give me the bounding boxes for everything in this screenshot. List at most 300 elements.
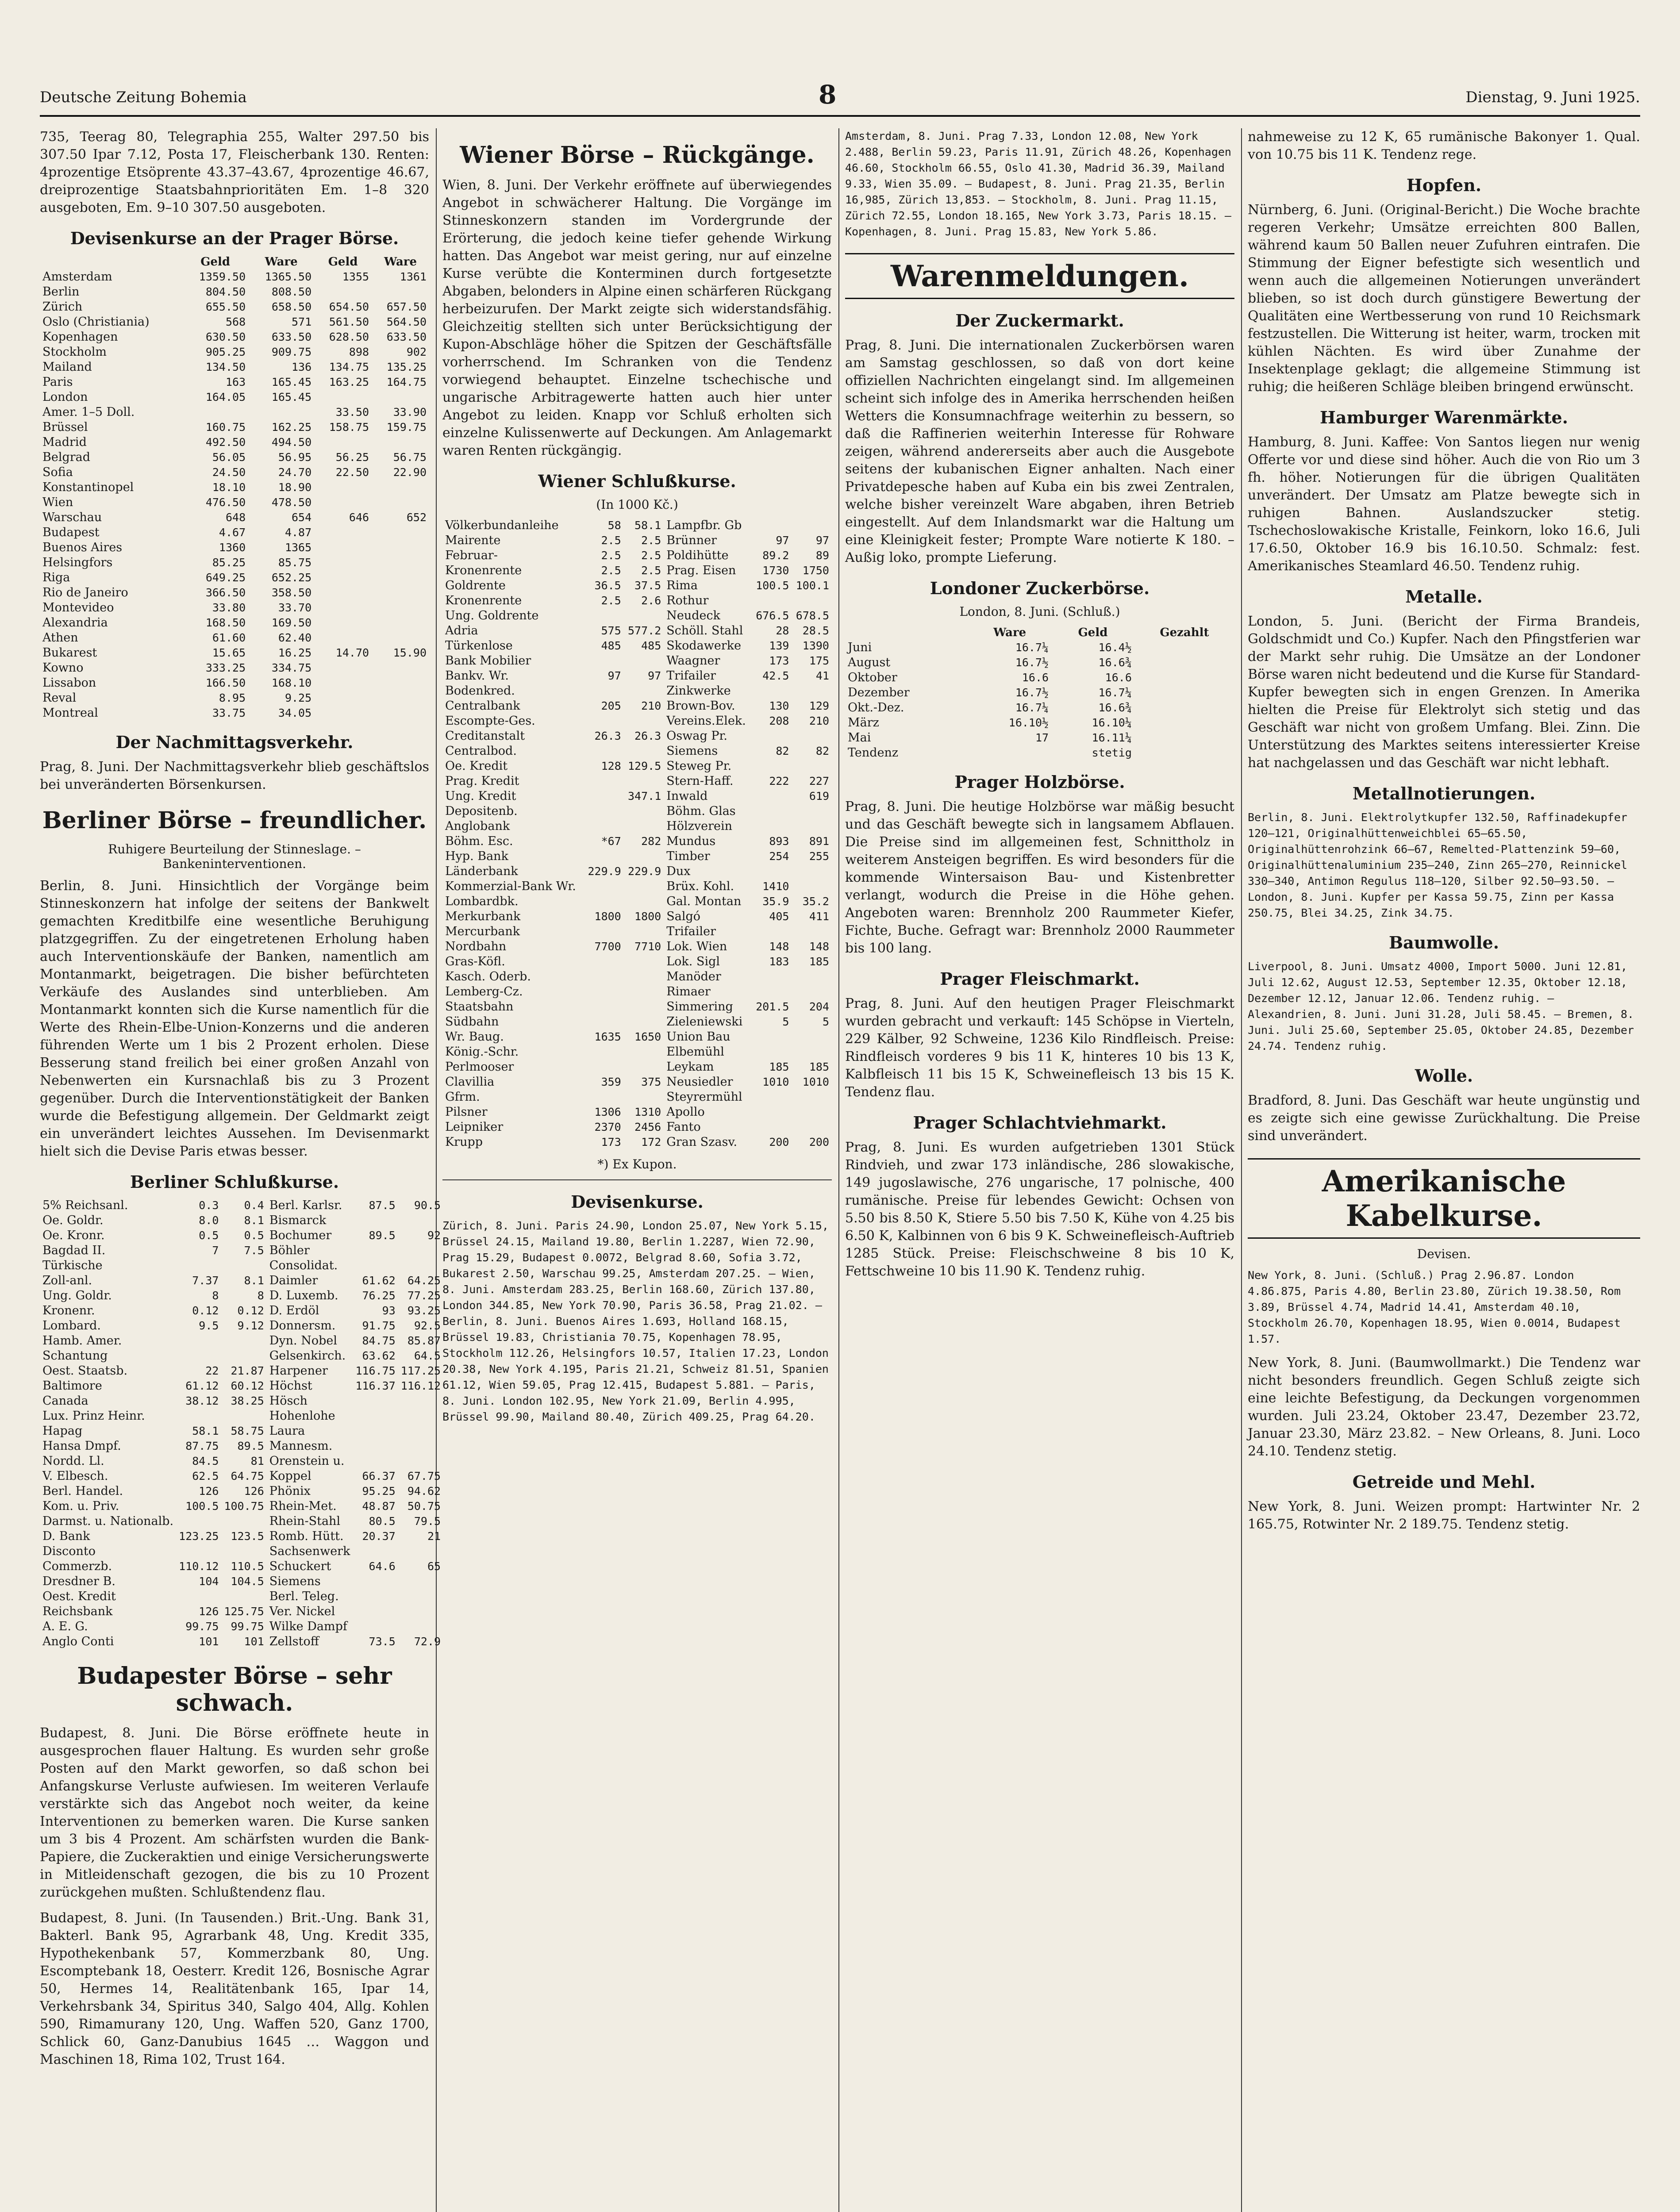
table-cell xyxy=(624,1014,664,1029)
table-cell: Elbemühl xyxy=(666,1045,724,1059)
table-cell: Hansa Dmpf. xyxy=(42,1439,121,1453)
table-cell: Lux. Prinz Heinr. xyxy=(42,1409,145,1423)
table-cell: Gran Szasv. xyxy=(666,1135,738,1149)
table-cell: 101 xyxy=(244,1635,264,1648)
table-cell xyxy=(353,1589,398,1604)
table-row xyxy=(845,655,1234,670)
table-cell: 139 xyxy=(769,639,789,652)
table-row xyxy=(40,1273,443,1288)
table-cell: Harpener xyxy=(269,1364,328,1378)
table-cell xyxy=(792,1090,832,1105)
table-cell: 20.37 xyxy=(362,1530,396,1543)
table-cell: 21.87 xyxy=(231,1364,264,1377)
table-row xyxy=(442,684,832,699)
table-row xyxy=(40,691,429,706)
table-cell xyxy=(314,284,372,300)
table-cell xyxy=(398,1589,443,1604)
table-row xyxy=(40,480,429,495)
table-cell: Hösch xyxy=(269,1394,308,1408)
table-cell xyxy=(624,984,664,999)
table-cell: Rio de Janeiro xyxy=(42,586,128,599)
fleischmarkt-text: Prag, 8. Juni. Auf den heutigen Prager Fleischmarkt wurden gebracht und verkauft: 145 Schöpse in Vierteln, 229 Kälber, 92 Schweine, 1236 Kilo Rindfleisch. Preise: Rindfleisch vorderes 9 bis 11 K, hinteres 10 bis 13 K, Kalbfleisch 11 bis 15 K, Schweinefleisch 13 bis 15 K. Tendenz flau. xyxy=(845,996,1234,1100)
table-cell: 7 xyxy=(212,1244,219,1257)
wien-schlusskurse-sub: (In 1000 Kč.) xyxy=(596,497,678,512)
table-row xyxy=(40,375,429,390)
table-cell xyxy=(624,608,664,623)
table-cell: 16.7¼ xyxy=(1015,641,1049,654)
table-cell xyxy=(372,480,429,495)
table-cell: 42.5 xyxy=(762,669,789,682)
devisenkurse-title: Devisenkurse. xyxy=(571,1192,704,1212)
table-cell xyxy=(372,630,429,645)
devisenkurse-text: Zürich, 8. Juni. Paris 24.90, London 25.07, New York 5.15, Brüssel 24.15, Mailand 19.80, Berlin 1.2287, Wien 72.90, Prag 15.29, Budapest 0.0072, Belgrad 8.60, Sofia 3.72, Bukarest 2.50, Warschau 99.25, Amsterdam 207.25. – Wien, 8. Juni. Amsterdam 283.25, Berlin 168.60, Zürich 137.80, London 344.85, New York 70.90, Paris 36.58, Prag 21.02. – Berlin, 8. Juni. Buenos Aires 1.693, Holland 168.15, Brüssel 19.83, Christiania 70.75, Kopenhagen 78.95, Stockholm 112.26, Helsingfors 10.57, Italien 17.23, London 20.38, New York 4.195, Paris 21.21, Schweiz 81.51, Spanien 61.12, Wien 59.05, Prag 12.415, Budapest 5.881. – Paris, 8. Juni. London 102.95, New York 21.09, Berlin 4.995, Brüssel 99.90, Mailand 80.40, Zürich 409.25, Prag 64.20. xyxy=(442,1219,829,1423)
table-cell: Clavillia xyxy=(445,1075,495,1089)
table-cell: Romb. Hütt. xyxy=(269,1529,344,1543)
table-cell: 1355 xyxy=(342,270,369,283)
table-cell: 15.90 xyxy=(393,646,427,659)
amerika-kabelkurse-title: Amerikanische Kabelkurse. xyxy=(1248,1158,1640,1239)
table-cell: 125.75 xyxy=(224,1605,264,1618)
table-cell: 15.65 xyxy=(212,646,246,659)
table-cell xyxy=(624,714,664,729)
table-cell: 18.90 xyxy=(278,481,312,494)
table-cell: 165.45 xyxy=(271,391,312,403)
table-cell xyxy=(584,1090,624,1105)
table-cell xyxy=(353,1243,398,1258)
table-row xyxy=(442,774,832,789)
table-cell: 85.25 xyxy=(212,556,246,569)
table-cell xyxy=(176,1409,221,1424)
table-row xyxy=(40,1213,443,1228)
divider xyxy=(442,1179,832,1180)
table-cell: 56.75 xyxy=(393,451,427,464)
table-row xyxy=(40,1394,443,1409)
table-cell xyxy=(398,1213,443,1228)
table-cell xyxy=(314,676,372,691)
wien-text: Wien, 8. Juni. Der Verkehr eröffnete auf überwiegendes Angebot in schwächerer Haltung. Die Vorgänge im Stinneskonzern standen im Vordergrunde der Erörterung, die jedoch keine tiefer gehende Wirkung hatten. Das Angebot war meist gering, nur auf einzelne Kurse verübte die Konterminen durch fortgesetzte Abgaben, belonders in Alpine einen schärferen Rückgang herbeizurufen. Der Markt zeigte sich widerstandsfähig. Gleichzeitig stellten sich unter Berücksichtigung der Kupon-Abschläge höher die Spitzen der Geschäftsfälle vorherrschend. Im Schranken von die Tendenz vorwiegend behauptet. Einzelne tschechische und ungarische Arbitragewerte hatten auch hier unter Angebot zu leiden. Knapp vor Schluß erholten sich einzelne Kulissenwerte auf Deckungen. Am Anlagemarkt waren Renten rückgängig. xyxy=(442,177,832,458)
table-cell: 8.1 xyxy=(244,1274,264,1287)
warenmeldungen-title: Warenmeldungen. xyxy=(845,253,1234,299)
table-cell: 73.5 xyxy=(369,1635,396,1648)
table-cell: 485 xyxy=(601,639,621,652)
table-cell: 58.1 xyxy=(634,519,661,532)
table-row xyxy=(40,420,429,435)
table-cell: 654.50 xyxy=(329,300,369,313)
table-cell xyxy=(372,525,429,540)
table-cell: 2.5 xyxy=(641,534,661,547)
table-cell: 104 xyxy=(199,1575,219,1588)
table-cell: 16.25 xyxy=(278,646,312,659)
table-row xyxy=(40,1574,443,1589)
table-cell: Wilke Dampf xyxy=(269,1620,347,1633)
table-cell xyxy=(221,1514,266,1529)
table-cell: 64.25 xyxy=(407,1274,441,1287)
table-cell: Gal. Montan xyxy=(666,895,742,908)
table-cell: Ver. Nickel xyxy=(269,1605,335,1618)
table-cell: stetig xyxy=(1092,746,1132,759)
table-cell xyxy=(314,570,372,585)
table-cell xyxy=(176,1589,221,1604)
table-cell: Zürich xyxy=(42,300,83,314)
table-cell: 8.95 xyxy=(219,691,246,704)
table-row xyxy=(442,909,832,924)
table-cell: 2.5 xyxy=(601,564,621,577)
budapest-text: Budapest, 8. Juni. Die Börse eröffnete heute in ausgesprochen flauer Haltung. Es wurden sehr große Posten auf den Markt geworfen, so daß schon bei Anfangskurse Verluste aufwiesen. Im weiteren Verlaufe verstärkte sich das Angebot noch weiter, da keine Interventionen zu bemerken waren. Die Kurse sanken um 3 bis 4 Prozent. Am schärfsten wurden die Bank-Papiere, die Zuckeraktien und einige Versicherungswerte in Mitleidenschaft gezogen, die bis zu 10 Prozent zurückgehen mußten. Schlußtendenz flau. xyxy=(40,1725,429,1900)
table-cell: Laura xyxy=(269,1424,305,1438)
table-cell: 366.50 xyxy=(205,586,246,599)
table-row xyxy=(442,563,832,578)
table-cell xyxy=(624,774,664,789)
table-cell: 33.80 xyxy=(212,601,246,614)
table-cell: 82 xyxy=(776,745,789,757)
table-cell: 65 xyxy=(427,1560,441,1573)
table-row xyxy=(442,879,832,894)
table-cell: Februar- xyxy=(445,549,498,562)
table-cell xyxy=(752,969,792,984)
hopfen-title: Hopfen. xyxy=(1406,175,1482,195)
table-cell: 89.5 xyxy=(369,1229,396,1242)
table-row xyxy=(442,969,832,984)
column-3 xyxy=(845,128,1234,2212)
table-cell: Trifailer xyxy=(666,669,716,683)
table-cell xyxy=(372,706,429,721)
table-row xyxy=(40,269,429,284)
page-header xyxy=(40,80,1640,117)
table-cell xyxy=(752,924,792,939)
table-cell xyxy=(792,1120,832,1135)
table-cell xyxy=(584,744,624,759)
table-cell: 905.25 xyxy=(205,346,246,358)
table-cell: 7710 xyxy=(634,940,661,953)
table-cell xyxy=(314,615,372,630)
table-cell: Siemens xyxy=(666,744,718,758)
table-cell xyxy=(584,804,624,819)
table-cell: Okt.-Dez. xyxy=(848,701,904,714)
table-cell xyxy=(968,745,1051,760)
nachmittag-text: Prag, 8. Juni. Der Nachmittagsverkehr blieb geschäftslos bei unveränderten Börsenkursen. xyxy=(40,759,429,792)
table-cell: 808.50 xyxy=(271,285,312,298)
table-row xyxy=(845,640,1234,655)
table-cell xyxy=(624,804,664,819)
column-4 xyxy=(1248,128,1640,2212)
table-cell xyxy=(398,1439,443,1454)
table-row xyxy=(40,1288,443,1303)
continuation-text: nahmeweise zu 12 K, 65 rumänische Bakonyer 1. Qual. von 10.75 bis 11 K. Tendenz rege. xyxy=(1248,129,1640,162)
table-cell: 282 xyxy=(641,835,661,848)
metalle-title: Metalle. xyxy=(1405,587,1483,607)
table-cell: 129.5 xyxy=(627,760,661,772)
table-cell xyxy=(353,1604,398,1619)
table-cell xyxy=(314,661,372,676)
table-cell xyxy=(584,954,624,969)
table-cell: 164.05 xyxy=(205,391,246,403)
getreide-text: New York, 8. Juni. Weizen prompt: Hartwinter Nr. 2 165.75, Rotwinter Nr. 2 189.75. Tendenz stetig. xyxy=(1248,1499,1640,1532)
table-cell: 24.50 xyxy=(212,466,246,479)
table-cell: Lok. Sigl xyxy=(666,955,720,968)
table-cell: 61.62 xyxy=(362,1274,396,1287)
table-cell: 17 xyxy=(1035,731,1049,744)
table-cell: 2.5 xyxy=(641,564,661,577)
table-cell: Warschau xyxy=(42,511,102,524)
table-cell: Kronenrente xyxy=(445,564,522,577)
table-cell: Anglobank xyxy=(445,819,510,833)
table-cell: Ung. Kredit xyxy=(445,789,516,803)
table-row xyxy=(442,714,832,729)
table-cell: 1800 xyxy=(634,910,661,923)
table-cell: 173 xyxy=(769,654,789,667)
table-cell: 18.10 xyxy=(212,481,246,494)
table-cell xyxy=(584,879,624,894)
table-cell: 97 xyxy=(815,534,829,547)
table-cell xyxy=(624,969,664,984)
table-cell: 16.11¼ xyxy=(1092,731,1132,744)
table-row xyxy=(40,1198,443,1213)
table-cell: Inwald xyxy=(666,789,708,803)
table-row xyxy=(442,608,832,623)
table-cell: 37.5 xyxy=(634,579,661,592)
table-cell: Leykam xyxy=(666,1060,714,1074)
table-cell xyxy=(624,744,664,759)
devisen-prag-table xyxy=(40,254,429,721)
table-cell: Leipniker xyxy=(445,1120,504,1134)
table-cell: Zieleniewski xyxy=(666,1015,743,1029)
table-header: Gezahlt xyxy=(1160,626,1209,639)
table-cell: 60.12 xyxy=(231,1379,264,1392)
table-cell: Zellstoff xyxy=(269,1635,319,1648)
table-header: Ware xyxy=(384,255,417,269)
table-cell: 200 xyxy=(809,1136,829,1148)
table-cell: Mailand xyxy=(42,360,92,374)
table-cell: Brünner xyxy=(666,534,717,547)
table-cell: 21 xyxy=(427,1530,441,1543)
table-cell: 168.10 xyxy=(271,676,312,689)
table-cell: Oslo (Christiania) xyxy=(42,315,150,329)
table-cell xyxy=(792,804,832,819)
table-cell xyxy=(624,684,664,699)
table-cell: 628.50 xyxy=(329,330,369,343)
table-cell xyxy=(398,1258,443,1273)
table-cell xyxy=(752,984,792,999)
table-cell: 655.50 xyxy=(205,300,246,313)
table-cell: 92.5 xyxy=(414,1319,441,1332)
table-cell: 185 xyxy=(769,1060,789,1073)
table-cell xyxy=(584,999,624,1014)
table-row xyxy=(40,1619,443,1634)
table-cell: Schuckert xyxy=(269,1559,331,1573)
table-cell xyxy=(584,714,624,729)
table-cell: 254 xyxy=(769,850,789,863)
table-cell: 657.50 xyxy=(386,300,427,313)
table-header: Geld xyxy=(328,255,358,269)
table-cell: 0.4 xyxy=(244,1199,264,1212)
table-cell: Phönix xyxy=(269,1484,311,1498)
table-cell xyxy=(752,789,792,804)
table-row xyxy=(442,668,832,684)
table-cell: Vereins.Elek. xyxy=(666,714,746,728)
table-cell: Koppel xyxy=(269,1469,311,1483)
hamburg-title: Hamburger Warenmärkte. xyxy=(1320,407,1568,427)
table-cell: 16.7¼ xyxy=(1015,701,1049,714)
table-cell: Timber xyxy=(666,849,710,863)
table-row xyxy=(40,345,429,360)
table-cell: 1365 xyxy=(284,541,312,554)
table-cell xyxy=(752,1045,792,1060)
table-row xyxy=(442,699,832,714)
metallnotierungen-title: Metallnotierungen. xyxy=(1352,783,1536,803)
table-cell xyxy=(792,684,832,699)
table-cell: Amer. 1–5 Doll. xyxy=(42,405,135,419)
table-cell xyxy=(314,495,372,510)
table-cell: Rhein-Met. xyxy=(269,1499,337,1513)
table-row xyxy=(442,1120,832,1135)
table-cell xyxy=(353,1424,398,1439)
table-cell xyxy=(372,570,429,585)
table-row xyxy=(442,1105,832,1120)
table-cell: Kom. u. Priv. xyxy=(42,1499,119,1513)
budapest-title: Budapester Börse – sehr schwach. xyxy=(77,1663,392,1717)
table-cell xyxy=(752,684,792,699)
table-cell: Steweg Pr. xyxy=(666,759,732,773)
hamburg-text: Hamburg, 8. Juni. Kaffee: Von Santos liegen nur wenig Offerte vor und diese sind höher. Auch die von Rio um 3 fh. höher. Notierungen für die übrigen Qualitäten unverändert. Der Umsatz am Platze bewegte sich in ruhigen Bahnen. Auslandszucker stetig. Tschechoslowakische Kristalle, Feinkorn, loko 16.6, Juli 17.6.50, Oktober 16.9 bis 16.10.50. Schmalz: fest. Amerikanisches Steamlard 46.50. Tendenz ruhig. xyxy=(1248,434,1640,574)
table-row xyxy=(40,1559,443,1574)
table-cell xyxy=(792,759,832,774)
table-cell: Trifailer xyxy=(666,925,716,938)
table-cell xyxy=(752,593,792,608)
table-cell: 902 xyxy=(406,346,427,358)
foreign-rates-text: Amsterdam, 8. Juni. Prag 7.33, London 12.08, New York 2.488, Berlin 59.23, Paris 11.91, Zürich 48.26, Kopenhagen 46.60, Stockholm 66.55, Oslo 41.30, Madrid 36.39, Mailand 9.33, Wien 35.09. – Budapest, 8. Juni. Prag 21.35, Berlin 16,985, Zürich 13,853. – Stockholm, 8. Juni. Prag 11.15, Zürich 72.55, London 18.165, New York 3.73, Paris 18.15. – Kopenhagen, 8. Juni. Prag 15.83, New York 5.86. xyxy=(845,130,1231,238)
table-cell xyxy=(398,1409,443,1424)
table-cell: Nordbahn xyxy=(445,940,507,953)
table-cell: Poldihütte xyxy=(666,549,729,562)
zuckermarkt-title: Der Zuckermarkt. xyxy=(955,311,1124,330)
table-cell xyxy=(792,729,832,744)
amerika-devisen-text: New York, 8. Juni. (Schluß.) Prag 2.96.87. London 4.86.875, Paris 4.80, Berlin 23.80, Zürich 19.38.50, Rom 3.89, Brüssel 4.74, Madrid 14.41, Amsterdam 40.10, Stockholm 26.70, Kopenhagen 18.95, Wien 0.0014, Budapest 1.57. xyxy=(1248,1269,1621,1345)
table-cell: 909.75 xyxy=(271,346,312,358)
table-cell: 476.50 xyxy=(205,496,246,509)
table-cell xyxy=(353,1394,398,1409)
table-row xyxy=(40,1243,443,1258)
table-cell: 229.9 xyxy=(588,865,621,878)
table-row xyxy=(40,525,429,540)
table-cell: 1750 xyxy=(802,564,829,577)
table-cell xyxy=(584,608,624,623)
table-cell: 26.3 xyxy=(634,730,661,742)
table-cell: 34.05 xyxy=(278,707,312,719)
table-cell xyxy=(624,819,664,834)
table-cell: Wr. Baug. xyxy=(445,1030,504,1044)
table-cell xyxy=(792,1029,832,1045)
table-cell: 24.70 xyxy=(278,466,312,479)
table-cell: Juni xyxy=(848,641,872,654)
table-cell xyxy=(624,849,664,864)
table-cell: Berl. Handel. xyxy=(42,1484,123,1498)
table-row xyxy=(40,540,429,555)
table-cell: 168.50 xyxy=(205,616,246,629)
berlin-schlusskurse-title: Berliner Schlußkurse. xyxy=(130,1172,339,1192)
table-cell: Zoll-anl. xyxy=(42,1274,92,1287)
table-cell: 575 xyxy=(601,624,621,637)
table-cell: Reichsbank xyxy=(42,1605,113,1618)
table-cell: 204 xyxy=(809,1000,829,1013)
table-cell: Staatsbahn xyxy=(445,1000,514,1014)
table-cell: 89.5 xyxy=(237,1440,264,1452)
table-cell xyxy=(314,630,372,645)
table-cell: 100.1 xyxy=(796,579,829,592)
table-cell: Rima xyxy=(666,579,698,592)
table-cell: 67.75 xyxy=(407,1470,441,1482)
table-cell: 1410 xyxy=(762,880,789,893)
table-cell: Baltimore xyxy=(42,1379,102,1393)
table-cell: Brüssel xyxy=(42,420,88,434)
table-cell: 492.50 xyxy=(205,436,246,449)
table-row xyxy=(40,360,429,375)
table-cell: 148 xyxy=(769,940,789,953)
london-zucker-sub: London, 8. Juni. (Schluß.) xyxy=(959,604,1120,619)
table-cell: 405 xyxy=(769,910,789,923)
table-cell xyxy=(182,405,248,420)
table-row xyxy=(40,1469,443,1484)
table-cell: Salgó xyxy=(666,910,701,923)
table-row xyxy=(40,585,429,600)
table-cell: 5% Reichsanl. xyxy=(42,1198,128,1212)
table-cell xyxy=(398,1574,443,1589)
table-cell xyxy=(353,1258,398,1273)
table-cell: 100.5 xyxy=(756,579,789,592)
table-row xyxy=(442,939,832,954)
berlin-text: Berlin, 8. Juni. Hinsichtlich der Vorgänge beim Stinneskonzern hat infolge der seitens der Bankwelt gemachten Kreditbilfe eine wesentliche Beruhigung platzgegriffen. Zu der eingetretenen Erholung haben auch Interventionskäufe der Banken, namentlich am Montanmarkt, beigetragen. Die bisher befürchteten Verkäufe des Auslandes sind unterblieben. Am Montanmarkt konnten sich die Kurse namentlich für die Werte des Rhein-Elbe-Union-Konzerns und die anderen führenden Werte um 1 bis 2 Prozent erholen. Diese Besserung stand freilich bei einer großen Anzahl von Nebenwerten ein Kursnachlaß bis zu 3 Prozent gegenüber. Durch die Interventionstätigkeit der Banken wurde die Befestigung allgemein. Der Geldmarkt zeigt ein unverändert leichtes Aussehen. Im Devisenmarkt hielt sich die Devise Paris etwas besser. xyxy=(40,878,429,1159)
table-cell: 619 xyxy=(809,790,829,803)
table-cell: 16.6¾ xyxy=(1098,656,1132,669)
table-row xyxy=(40,450,429,465)
table-cell: Kronenrente xyxy=(445,594,522,607)
table-cell xyxy=(372,390,429,405)
table-cell: 123.5 xyxy=(231,1530,264,1543)
table-cell xyxy=(792,924,832,939)
devisen-prag-title: Devisenkurse an der Prager Börse. xyxy=(70,228,399,248)
table-cell xyxy=(314,600,372,615)
table-row xyxy=(40,661,429,676)
table-row xyxy=(442,999,832,1014)
table-cell xyxy=(584,969,624,984)
table-cell: Merkurbank xyxy=(445,910,521,923)
table-cell: 347.1 xyxy=(627,790,661,803)
table-cell: 648 xyxy=(225,511,246,524)
table-cell: Centralbod. xyxy=(445,744,517,758)
table-cell: 79.5 xyxy=(414,1515,441,1528)
table-cell xyxy=(752,759,792,774)
table-cell xyxy=(624,1060,664,1075)
table-cell: 61.60 xyxy=(212,631,246,644)
table-cell: 50.75 xyxy=(407,1500,441,1513)
table-cell xyxy=(584,849,624,864)
table-cell: Bochumer xyxy=(269,1229,332,1242)
table-cell: 130 xyxy=(769,699,789,712)
table-cell xyxy=(353,1439,398,1454)
table-cell: Höchst xyxy=(269,1379,312,1393)
column-1 xyxy=(40,128,441,2212)
table-cell xyxy=(624,999,664,1014)
table-cell: Orenstein u. xyxy=(269,1454,345,1468)
london-zucker-table xyxy=(845,625,1234,760)
table-cell xyxy=(1134,670,1234,685)
table-cell xyxy=(372,585,429,600)
table-cell: Disconto xyxy=(42,1544,96,1558)
table-cell: 561.50 xyxy=(329,315,369,328)
table-cell: Südbahn xyxy=(445,1015,499,1029)
table-cell: Apollo xyxy=(666,1105,705,1119)
table-row xyxy=(40,1544,443,1559)
table-cell xyxy=(1134,715,1234,730)
